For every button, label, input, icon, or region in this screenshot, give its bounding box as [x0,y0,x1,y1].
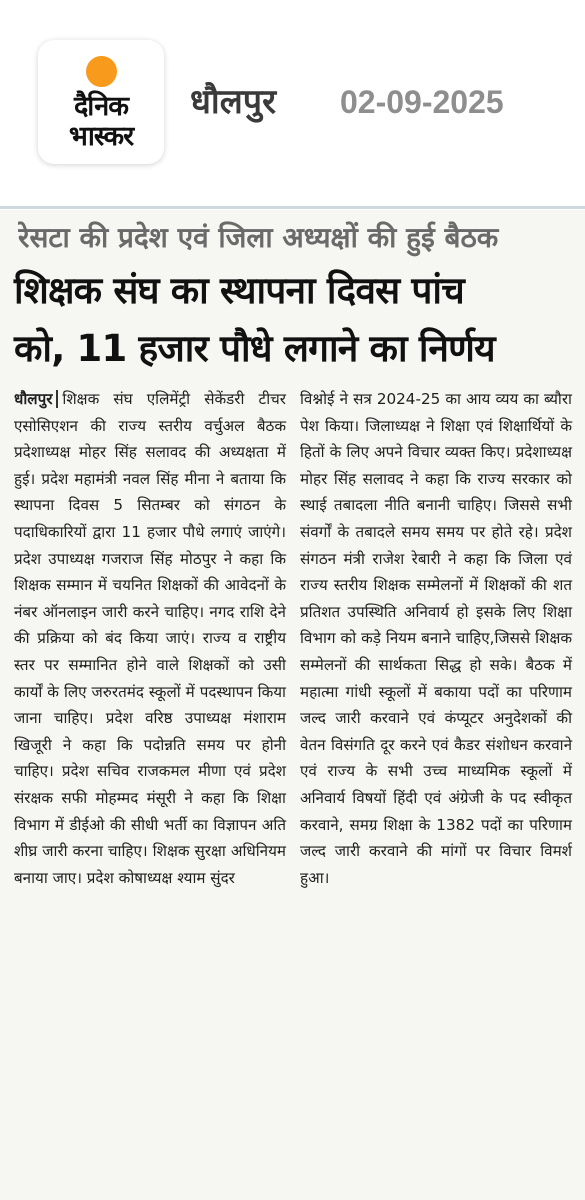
news-clipping [0,210,585,1200]
header-divider [0,206,585,209]
article-dateline: धौलपुर [14,390,58,408]
headline-line-1: शिक्षक संघ का स्थापना दिवस पांच [14,269,464,312]
article-column-left [14,386,286,891]
edition-city: धौलपुर [190,82,276,122]
dainik-bhaskar-logo [38,40,164,164]
article-headline [14,262,574,378]
column-right-text: विश्नोई ने सत्र 2024-25 का आय व्यय का ब्यौरा पेश किया। जिलाध्यक्ष ने शिक्षा एवं शिक्षार्थियों के हितों के लिए अपने विचार व्यक्त किए। प्रदेशाध्यक्ष मोहर सिंह सलावद ने कहा कि राज्य सरकार को स्थाई तबादला नीति बनानी चाहिए। जिससे सभी संवर्गों के तबादले समय समय पर होते रहे। प्रदेश संगठन मंत्री राजेश रेबारी ने कहा कि जिला एवं राज्य स्तरीय शिक्षक सम्मेलनों में शिक्षकों की शत प्रतिशत उपस्थिति अनिवार्य हो इसके लिए शिक्षा विभाग को कड़े नियम बनाने चाहिए,जिससे शिक्षक सम्मेलनों की सार्थकता सिद्ध हो सके। बैठक में महात्मा गांधी स्कूलों में बकाया पदों का परिणाम जल्द जारी करवाने एवं कंप्यूटर अनुदेशकों की वेतन विसंगति दूर करने एवं कैडर संशोधन करवाने एवं राज्य के सभी उच्च माध्यमिक स्कूलों में अनिवार्य विषयों हिंदी एवं अंग्रेजी के पद स्वीकृत करवाने, समग्र शिक्षा के 1382 पदों का परिणाम जल्द जारी करवाने की मांगों पर विचार विमर्श हुआ। [300,390,572,887]
logo-text-line2: भास्कर [68,121,134,152]
edition-date: 02-09-2025 [340,84,504,120]
logo-sun-icon [86,56,117,87]
article-kicker: रेसटा की प्रदेश एवं जिला अध्यक्षों की हुई बैठक [18,221,499,254]
logo-text-line1: दैनिक [73,91,129,122]
column-left-text: शिक्षक संघ एलिमेंट्री सेकेंडरी टीचर एसोसिएशन की राज्य स्तरीय वर्चुअल बैठक प्रदेशाध्यक्ष मोहर सिंह सलावद की अध्यक्षता में हुई। प्रदेश महामंत्री नवल सिंह मीना ने बताया कि स्थापना दिवस 5 सितम्बर को संगठन के पदाधिकारियों द्वारा 11 हजार पौधे लगाएं जाएंगे। प्रदेश उपाध्यक्ष गजराज सिंह मोठपुर ने कहा कि शिक्षक सम्मान में चयनित शिक्षकों की आवेदनों के नंबर ऑनलाइन जारी करने चाहिए। नगद राशि देने की प्रक्रिया को बंद किया जाएं। राज्य व राष्ट्रीय स्तर पर सम्मानित होने वाले शिक्षकों को उसी कार्यों के लिए जरुरतमंद स्कूलों में पदस्थापन किया जाना चाहिए। प्रदेश वरिष्ठ उपाध्यक्ष मंशाराम खिजूरी ने कहा कि पदोन्नति समय पर होनी चाहिए। प्रदेश सचिव राजकमल मीणा एवं प्रदेश संरक्षक सफी मोहम्मद मंसूरी ने कहा कि शिक्षा विभाग में डीईओ की सीधी भर्ती का विज्ञापन अति शीघ्र जारी करना चाहिए। शिक्षक सुरक्षा अधिनियम बनाया जाए। प्रदेश कोषाध्यक्ष श्याम सुंदर [14,390,286,887]
article-column-right [300,386,572,891]
headline-line-2: को, 11 हजार पौधे लगाने का निर्णय [14,327,495,370]
